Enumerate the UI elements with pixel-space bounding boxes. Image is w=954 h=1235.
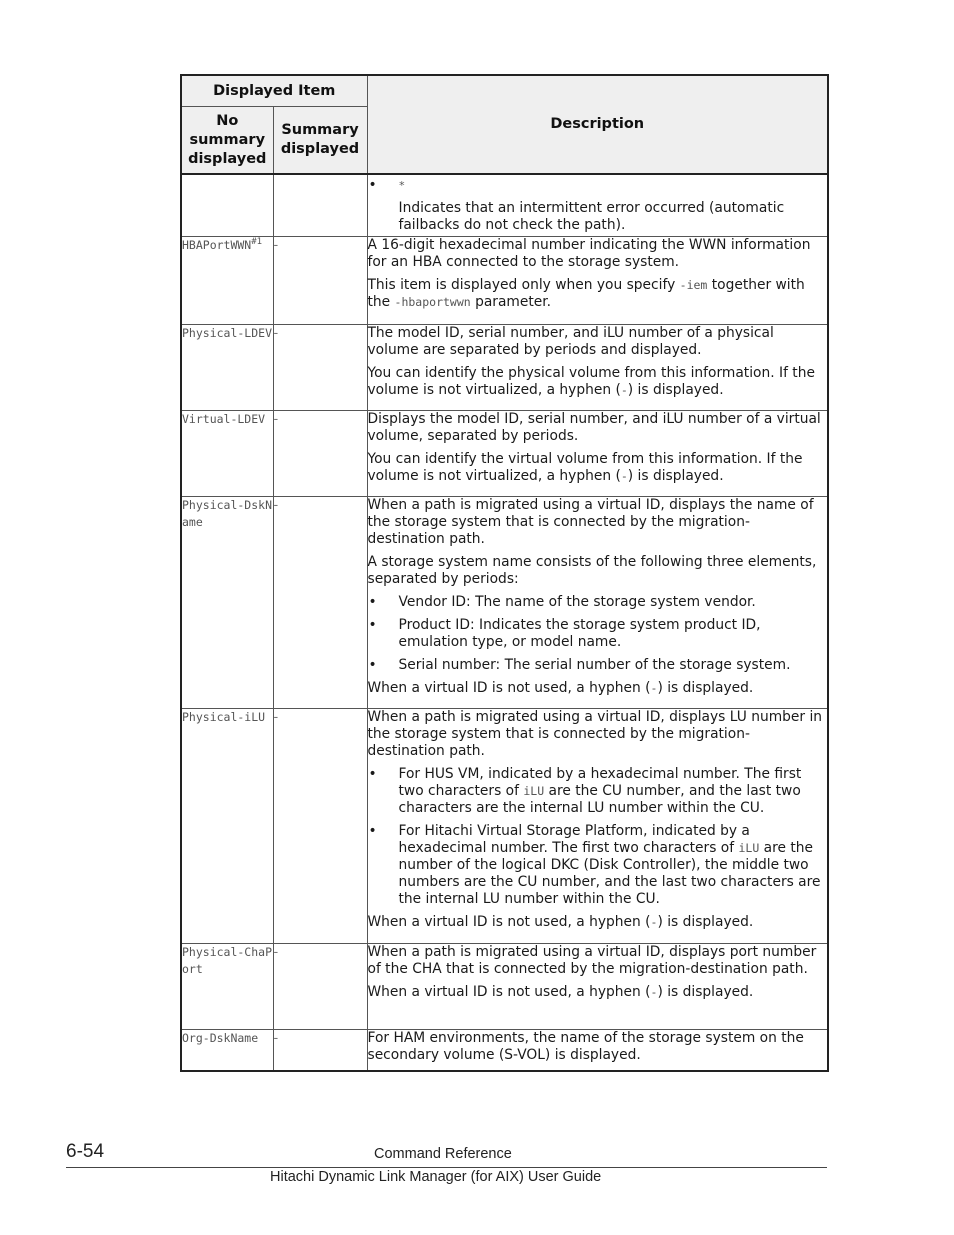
- table-row: [181, 324, 828, 410]
- paragraph: When a virtual ID is not used, a hyphen (-) is displayed.: [367, 983, 754, 1000]
- code-iem: -iem: [679, 277, 708, 292]
- summary-cell: -: [273, 496, 367, 708]
- paragraph: The model ID, serial number, and iLU number of a physical volume are separated by periods and displayed.: [367, 324, 774, 358]
- summary-cell: -: [273, 324, 367, 410]
- footer-divider: [66, 1167, 827, 1168]
- header-displayed-item: Displayed Item: [181, 75, 367, 107]
- star-symbol: • *: [398, 179, 406, 192]
- list-item: • Serial number: The serial number of the storage system.: [368, 657, 828, 674]
- list-item: • Vendor ID: The name of the storage system vendor.: [368, 594, 828, 611]
- item-name: HBAPortWWN: [182, 237, 252, 252]
- code-hbaportwwn: -hbaportwwn: [394, 294, 471, 309]
- paragraph: A 16-digit hexadecimal number indicating the WWN information for an HBA connected to the storage system.: [367, 236, 811, 270]
- table-row: [181, 410, 828, 496]
- no-summary-cell: Physical-LDEV: [181, 324, 273, 410]
- summary-cell: -: [273, 943, 367, 1029]
- table-row: [181, 174, 828, 236]
- description-cell: [367, 1029, 828, 1071]
- page-number: 6-54: [66, 1141, 105, 1162]
- footnote-ref: #1: [251, 236, 263, 247]
- paragraph: For HAM environments, the name of the storage system on the secondary volume (S-VOL) is displayed.: [367, 1029, 804, 1063]
- list-item: • For Hitachi Virtual Storage Platform, indicated by a hexadecimal number. The first two characters of iLU are the number of the logical DKC (Disk Controller), the middle two numbers are the CU number, and the last two characters are the internal LU number within the CU.: [368, 823, 828, 908]
- table-row: [181, 943, 828, 1029]
- paragraph: You can identify the virtual volume from this information. If the volume is not virtualized, a hyphen (-) is displayed.: [367, 450, 803, 484]
- paragraph: A storage system name consists of the following three elements, separated by periods:: [367, 553, 817, 587]
- star-description: Indicates that an intermittent error occurred (automatic failbacks do not check the path).: [398, 200, 785, 233]
- paragraph: Displays the model ID, serial number, and iLU number of a virtual volume, separated by periods.: [367, 410, 821, 444]
- description-cell: [367, 496, 828, 708]
- no-summary-cell: Virtual-LDEV: [181, 410, 273, 496]
- description-cell: [367, 410, 828, 496]
- description-cell: [367, 236, 828, 324]
- summary-cell: [273, 174, 367, 236]
- table-row: [181, 236, 828, 324]
- table-row: [181, 496, 828, 708]
- no-summary-cell: Physical-DskName: [181, 496, 273, 708]
- paragraph: When a path is migrated using a virtual ID, displays port number of the CHA that is connected by the migration-destination path.: [367, 943, 817, 977]
- list-item: • For HUS VM, indicated by a hexadecimal number. The first two characters of iLU are the CU number, and the last two characters are the internal LU number within the CU.: [368, 766, 828, 817]
- list-item: • Product ID: Indicates the storage system product ID, emulation type, or model name.: [368, 617, 828, 651]
- paragraph: When a path is migrated using a virtual ID, displays LU number in the storage system that is connected by the migration-destination path.: [367, 708, 823, 759]
- no-summary-cell: [181, 236, 273, 324]
- paragraph: This item is displayed only when you specify -iem together with the -hbaportwwn parameter.: [367, 276, 805, 310]
- description-cell: [367, 174, 828, 236]
- format-list: [368, 766, 828, 908]
- element-list: [368, 594, 828, 674]
- no-summary-cell: Physical-ChaPort: [181, 943, 273, 1029]
- table-row: [181, 708, 828, 943]
- paragraph: When a virtual ID is not used, a hyphen (-) is displayed.: [367, 679, 754, 696]
- displayed-items-table: [180, 74, 829, 1072]
- no-summary-cell: Org-DskName: [181, 1029, 273, 1071]
- no-summary-cell: Physical-iLU: [181, 708, 273, 943]
- summary-cell: -: [273, 708, 367, 943]
- table-row: [181, 1029, 828, 1071]
- summary-cell: -: [273, 410, 367, 496]
- summary-cell: -: [273, 1029, 367, 1071]
- paragraph: When a virtual ID is not used, a hyphen (-) is displayed.: [367, 913, 754, 930]
- header-description: Description: [367, 75, 828, 174]
- guide-title: Hitachi Dynamic Link Manager (for AIX) User Guide: [270, 1169, 602, 1185]
- summary-cell: -: [273, 236, 367, 324]
- paragraph: When a path is migrated using a virtual ID, displays the name of the storage system that is connected by the migration-destination path.: [367, 496, 814, 547]
- header-no-summary: No summary displayed: [181, 107, 273, 175]
- description-cell: [367, 708, 828, 943]
- description-cell: [367, 943, 828, 1029]
- description-cell: [367, 324, 828, 410]
- list-item: [368, 177, 828, 234]
- no-summary-cell: [181, 174, 273, 236]
- header-summary: Summary displayed: [273, 107, 367, 175]
- chapter-title: Command Reference: [374, 1146, 512, 1162]
- paragraph: You can identify the physical volume from this information. If the volume is not virtualized, a hyphen (-) is displayed.: [367, 364, 815, 398]
